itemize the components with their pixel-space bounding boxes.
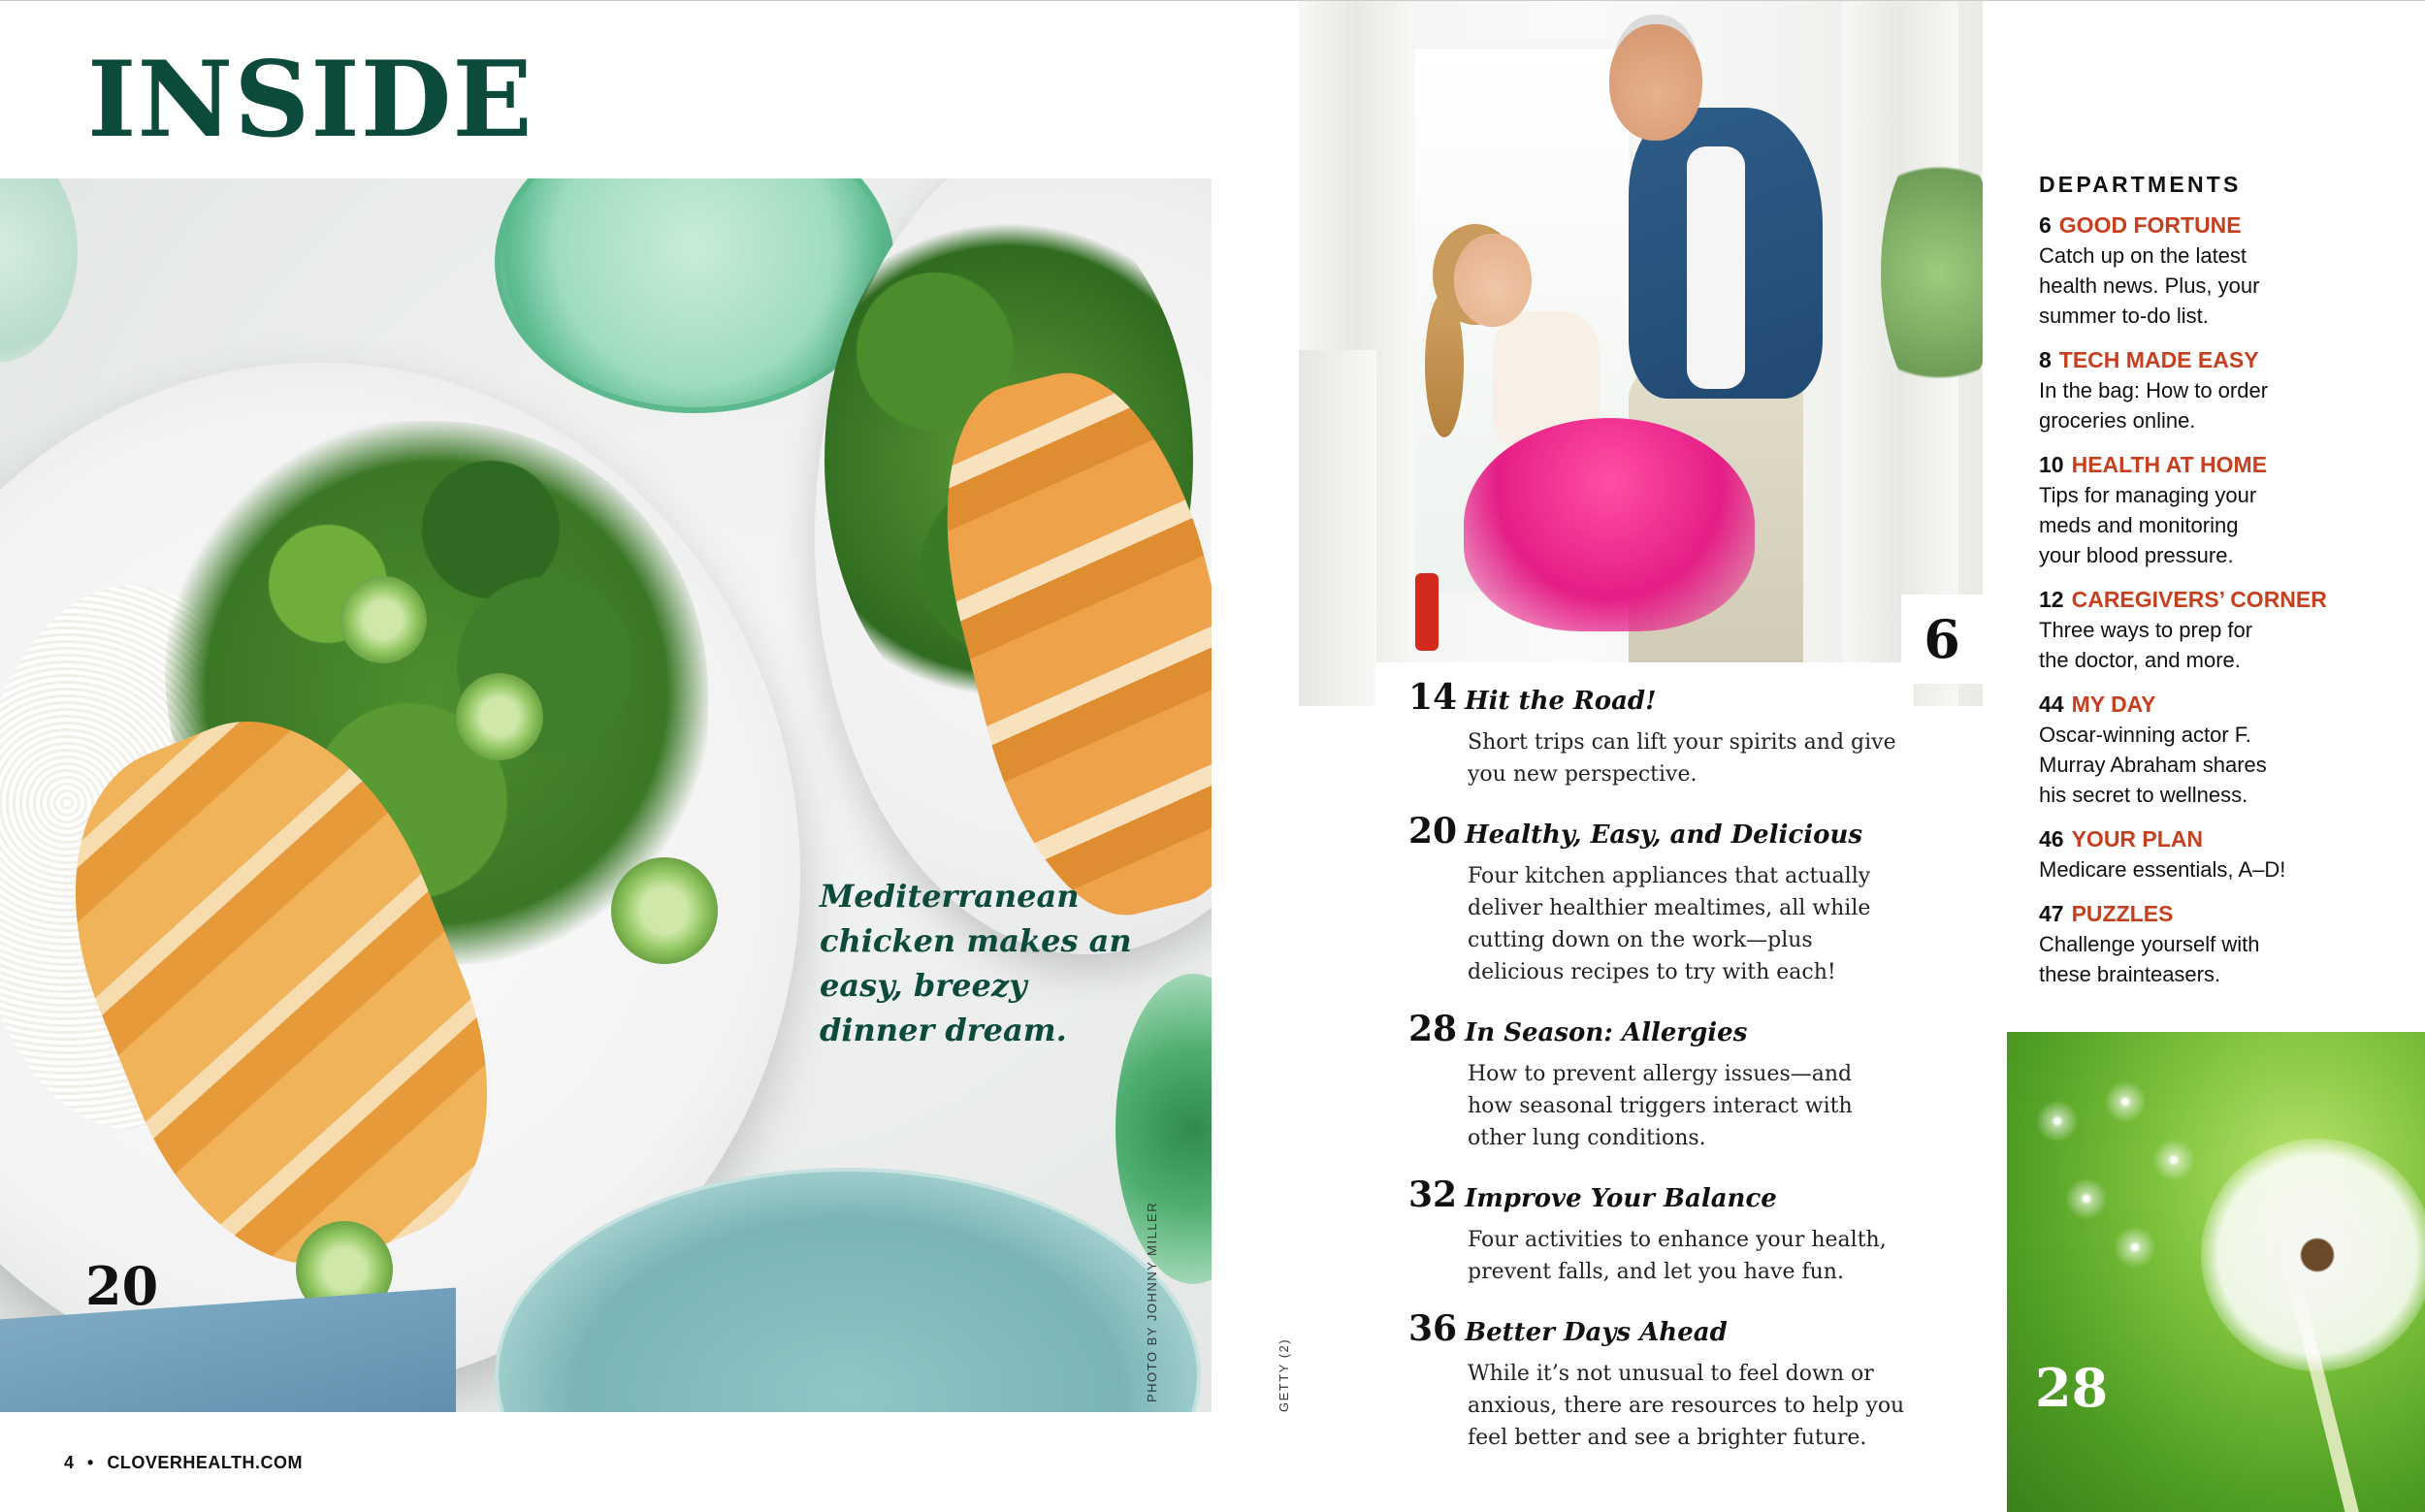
dandelion-page-number: 28: [2035, 1357, 2109, 1419]
department-item: [2039, 344, 2408, 435]
department-page-number: 6: [2039, 212, 2052, 238]
department-item: [2039, 209, 2408, 331]
features-list: [1408, 676, 1952, 1473]
red-object: [1415, 573, 1439, 651]
feature-title: Hit the Road!: [1465, 687, 1657, 716]
department-description: Three ways to prep for the doctor, and more.: [2039, 618, 2253, 672]
department-head: [2039, 823, 2408, 854]
food-caption: Mediterranean chicken makes an easy, breezy dinner dream.: [820, 878, 1132, 1048]
department-title: TECH MADE EASY: [2058, 347, 2259, 372]
feature-title: In Season: Allergies: [1465, 1018, 1748, 1047]
floating-seed: [2104, 1080, 2147, 1123]
food-photo: [0, 178, 1212, 1412]
cucumber-slice: [340, 576, 427, 663]
feature-title: Better Days Ahead: [1465, 1318, 1728, 1347]
feature-page-number: 32: [1408, 1174, 1458, 1215]
department-title: PUZZLES: [2071, 901, 2174, 926]
feature-page-number: 28: [1408, 1009, 1458, 1049]
department-item: [2039, 584, 2408, 675]
page-title: INSIDE: [87, 39, 534, 161]
feature-head: [1408, 1174, 1952, 1224]
feature-page-number: 20: [1408, 811, 1458, 852]
department-page-number: 47: [2039, 901, 2064, 926]
department-item: [2039, 898, 2408, 989]
dandelion-photo: [2007, 1032, 2425, 1512]
feature-description: How to prevent allergy issues—and how seasonal triggers interact with other lung conditions.: [1468, 1062, 1853, 1150]
pink-tutu: [1464, 418, 1755, 631]
feature-title: Improve Your Balance: [1465, 1184, 1777, 1213]
folio-site: CLOVERHEALTH.COM: [107, 1453, 303, 1472]
girl-head: [1454, 234, 1532, 327]
grandfather-shirt: [1687, 146, 1745, 389]
department-title: YOUR PLAN: [2071, 826, 2204, 852]
feature-title: Healthy, Easy, and Delicious: [1465, 820, 1863, 850]
cucumber-slice: [456, 673, 543, 760]
feature-head: [1408, 810, 1952, 860]
floating-seed: [2114, 1226, 2156, 1269]
feature-page-number: 36: [1408, 1308, 1458, 1349]
feature-page-number: 14: [1408, 677, 1458, 718]
feature-description: Short trips can lift your spirits and give you new perspective.: [1468, 730, 1896, 787]
folio: [64, 1453, 303, 1473]
feature-description: While it’s not unusual to feel down or anxious, there are resources to help you feel better and see a brighter future.: [1468, 1362, 1905, 1450]
folio-separator: •: [87, 1453, 94, 1472]
department-title: HEALTH AT HOME: [2071, 452, 2268, 477]
department-description: Challenge yourself with these brainteasers.: [2039, 932, 2260, 986]
feature-item: [1408, 810, 1952, 988]
department-page-number: 10: [2039, 452, 2064, 477]
department-description: Tips for managing your meds and monitoring your blood pressure.: [2039, 483, 2257, 567]
department-title: MY DAY: [2071, 692, 2156, 717]
department-head: [2039, 209, 2408, 241]
department-head: [2039, 344, 2408, 375]
department-item: [2039, 823, 2408, 885]
department-page-number: 46: [2039, 826, 2064, 852]
floating-seed: [2036, 1100, 2079, 1142]
feature-description: Four activities to enhance your health, prevent falls, and let you have fun.: [1468, 1228, 1887, 1284]
department-description: Oscar-winning actor F. Murray Abraham shares his secret to wellness.: [2039, 723, 2267, 807]
girl-ponytail: [1425, 292, 1464, 437]
piano: [1299, 350, 1376, 706]
dancing-photo: [1299, 1, 1983, 706]
grandfather-head: [1609, 24, 1702, 141]
feature-item: [1408, 676, 1952, 790]
departments-heading: DEPARTMENTS: [2039, 172, 2242, 197]
dance-page-number: 6: [1901, 595, 1983, 684]
department-title: CAREGIVERS’ CORNER: [2071, 587, 2327, 612]
department-description: Medicare essentials, A–D!: [2039, 857, 2286, 882]
department-page-number: 44: [2039, 692, 2064, 717]
folio-page-number: 4: [64, 1453, 75, 1472]
department-title: GOOD FORTUNE: [2058, 212, 2242, 238]
feature-head: [1408, 676, 1952, 726]
department-item: [2039, 449, 2408, 570]
department-head: [2039, 584, 2408, 615]
feature-item: [1408, 1174, 1952, 1288]
feature-head: [1408, 1008, 1952, 1058]
cucumber-slice: [611, 857, 718, 964]
department-head: [2039, 689, 2408, 720]
department-page-number: 8: [2039, 347, 2052, 372]
department-head: [2039, 898, 2408, 929]
feature-item: [1408, 1307, 1952, 1454]
feature-head: [1408, 1307, 1952, 1358]
glass-decoration: [0, 178, 78, 363]
food-page-number: 20: [85, 1255, 159, 1317]
floating-seed: [2152, 1139, 2195, 1181]
feature-description: Four kitchen appliances that actually deliver healthier mealtimes, all while cutting down on the work—plus delicious recipes to try with each!: [1468, 864, 1871, 984]
department-description: Catch up on the latest health news. Plus, your summer to-do list.: [2039, 243, 2260, 328]
getty-credit: GETTY (2): [1277, 1337, 1291, 1412]
department-description: In the bag: How to order groceries online.: [2039, 378, 2269, 433]
feature-item: [1408, 1008, 1952, 1154]
photo-credit: PHOTO BY JOHNNY MILLER: [1145, 1201, 1159, 1402]
departments-list: [2039, 172, 2408, 1003]
department-page-number: 12: [2039, 587, 2064, 612]
department-head: [2039, 449, 2408, 480]
department-item: [2039, 689, 2408, 810]
dandelion-puff: [2201, 1139, 2425, 1371]
floating-seed: [2065, 1177, 2108, 1220]
